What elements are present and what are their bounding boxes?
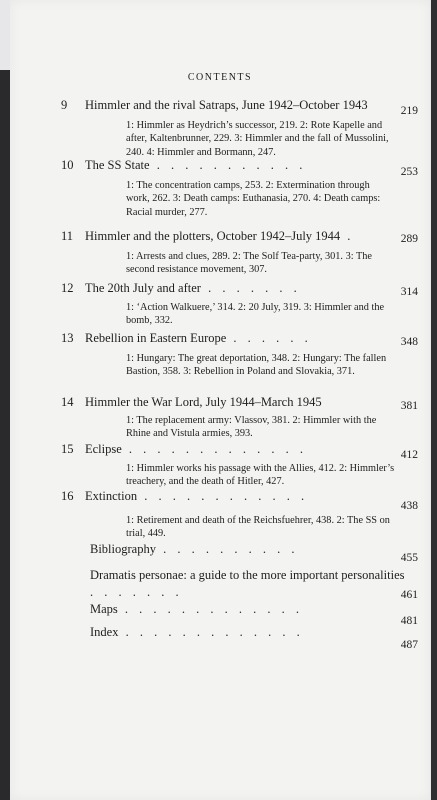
book-page [10,0,430,800]
back-matter-page: 487 [400,639,418,651]
chapter-title-text: Himmler and the plotters, October 1942–July 1944 [85,229,341,243]
chapter-number: 13 [61,331,74,345]
back-matter-title-text: Bibliography [90,542,156,556]
dot-leader: . . . . . . . . . . . . . [118,625,304,639]
chapter-title-text: The 20th July and after [85,281,201,295]
dot-leader: . . . . . . . [200,281,301,295]
dot-leader: . . . . . . . [90,585,183,599]
chapter-page: 314 [400,286,418,298]
chapter-page: 219 [400,105,418,117]
chapter-title [85,488,385,505]
chapter-title-text: Eclipse [85,442,122,456]
chapter-subsections: 1: Retirement and death of the Reichsfuehrer, 438. 2: The SS on trial, 449. [126,515,390,540]
chapter-number: 16 [61,489,74,503]
chapter-page: 412 [400,449,418,461]
dot-leader: . . . . . . . . . . . . . [121,442,308,456]
back-matter-title [90,624,390,641]
chapter-title: Himmler the War Lord, July 1944–March 1945 [85,395,322,409]
chapter-title [85,157,385,174]
back-matter-page: 455 [400,552,418,564]
chapter-number: 10 [61,158,74,172]
chapter-number: 12 [61,281,74,295]
back-matter-title-text: Index [90,625,119,639]
page-heading: CONTENTS [187,72,253,83]
chapter-title: Himmler and the rival Satraps, June 1942–October 1943 [85,98,368,112]
chapter-subsections: 1: Hungary: The great deportation, 348. 2: Hungary: The fallen Bastion, 358. 3: Rebellion in Poland and Slovakia, 371. [126,353,387,378]
chapter-subsections: 1: Arrests and clues, 289. 2: The Solf Tea-party, 301. 3: The second resistance movement, 307. [126,251,372,276]
chapter-number: 9 [61,98,68,112]
chapter-page: 381 [400,400,418,412]
chapter-subsections: 1: The replacement army: Vlassov, 381. 2: Himmler with the Rhine and Vistula armies, 393. [126,415,377,440]
back-matter-title [90,601,390,618]
chapter-title [85,280,385,297]
back-matter-title [90,567,405,601]
dot-leader: . . . . . . . . . . . [149,158,307,172]
background-edge [431,0,437,800]
dot-leader: . . . . . . . . . . [155,542,299,556]
book-spine-shadow [0,70,10,800]
back-matter-title-text: Dramatis personae: a guide to the more important personalities [90,568,405,582]
chapter-page: 348 [400,336,418,348]
chapter-title [85,228,385,245]
chapter-page: 438 [400,500,418,512]
back-matter-title-text: Maps [90,602,118,616]
chapter-title-text: The SS State [85,158,150,172]
chapter-subsections: 1: ‘Action Walkuere,’ 314. 2: 20 July, 319. 3: Himmler and the bomb, 332. [126,302,385,327]
dot-leader: . [340,229,355,243]
chapter-page: 289 [400,233,418,245]
chapter-subsections: 1: Himmler as Heydrich’s successor, 219. 2: Rote Kapelle and after, Kaltenbrunner, 229. 3: Himmler and the fall of Mussolini, 240. 4: Himmler and Bormann, 247. [126,120,389,158]
dot-leader: . . . . . . . . . . . . . [117,602,304,616]
chapter-subsections: 1: The concentration camps, 253. 2: Extermination through work, 262. 3: Death camps: Euthanasia, 270. 4: Death camps: Racial murder, 277. [126,180,381,218]
dot-leader: . . . . . . [226,331,312,345]
chapter-number: 14 [61,395,74,409]
chapter-title [85,330,385,347]
chapter-title-text: Rebellion in Eastern Europe [85,331,227,345]
back-matter-page: 481 [400,615,418,627]
chapter-title [85,441,385,458]
chapter-title-text: Extinction [85,489,138,503]
chapter-subsections: 1: Himmler works his passage with the Allies, 412. 2: Himmler’s treachery, and the death of Hitler, 427. [126,463,395,488]
back-matter-page: 461 [400,589,418,601]
chapter-number: 11 [61,229,74,243]
chapter-number: 15 [61,442,74,456]
back-matter-title [90,541,390,558]
dot-leader: . . . . . . . . . . . . [137,489,309,503]
chapter-page: 253 [400,166,418,178]
